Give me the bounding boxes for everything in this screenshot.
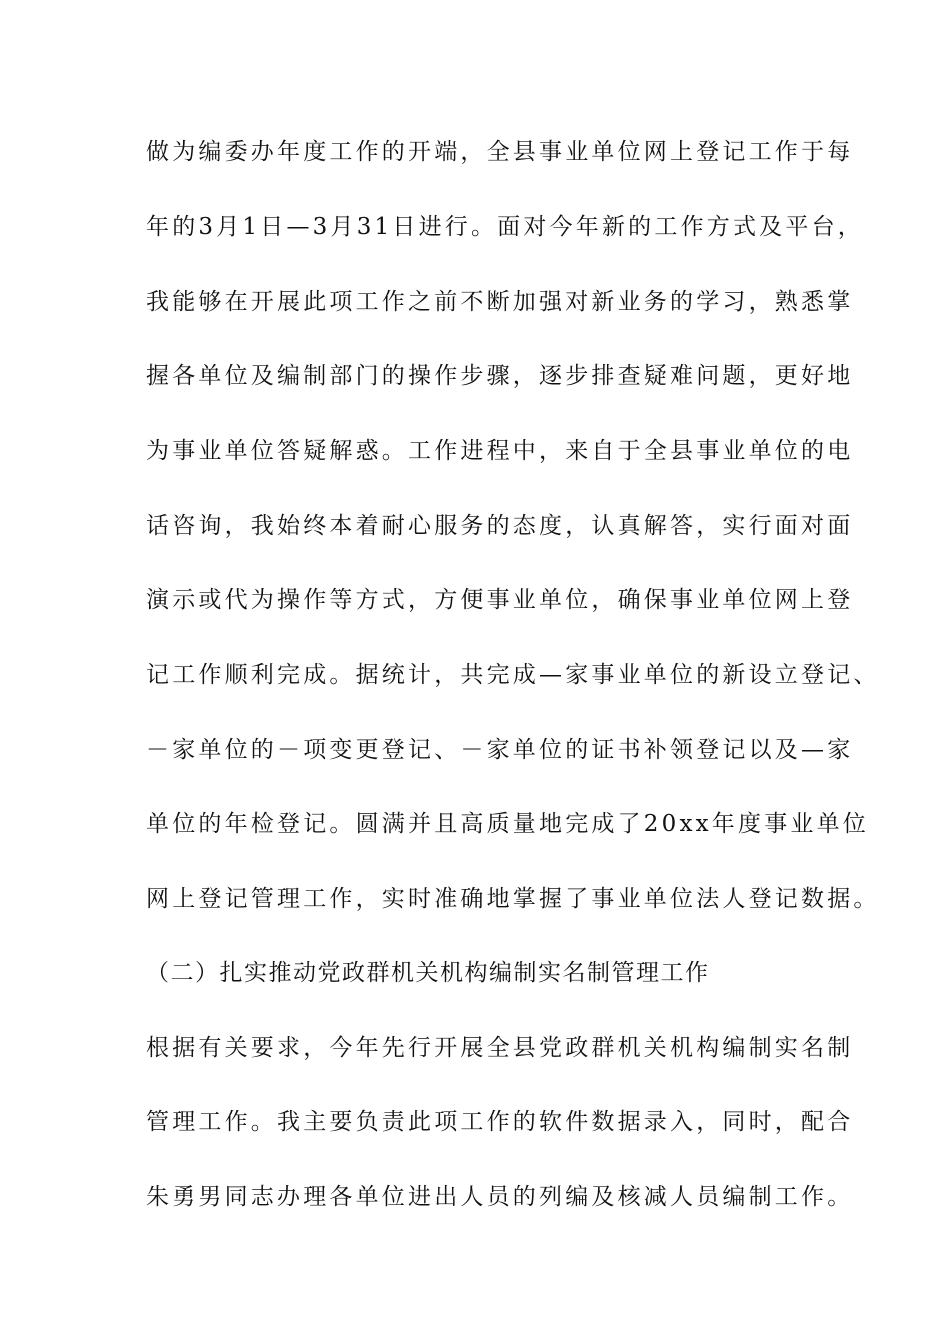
paragraph-line-10: 单位的年检登记。圆满并且高质量地完成了20xx年度事业单位 <box>146 811 870 837</box>
paragraph-line-8: 记工作顺利完成。据统计，共完成—家事业单位的新设立登记、 <box>146 662 880 688</box>
paragraph-line-1: 做为编委办年度工作的开端，全县事业单位网上登记工作于每 <box>146 139 854 165</box>
paragraph-line-7: 演示或代为操作等方式，方便事业单位，确保事业单位网上登 <box>146 587 854 613</box>
paragraph-line-9: －家单位的－项变更登记、－家单位的证书补领登记以及—家 <box>146 737 854 763</box>
section-heading: （二）扎实推动党政群机关机构编制实名制管理工作 <box>146 960 710 986</box>
paragraph-line-2: 年的3月1日—3月31日进行。面对今年新的工作方式及平台， <box>146 214 864 240</box>
paragraph-line-5: 为事业单位答疑解惑。工作进程中，来自于全县事业单位的电 <box>146 438 854 464</box>
paragraph-line-4: 握各单位及编制部门的操作步骤，逐步排查疑难问题，更好地 <box>146 363 854 389</box>
paragraph2-line-2: 管理工作。我主要负责此项工作的软件数据录入，同时，配合 <box>146 1109 854 1135</box>
paragraph2-line-3: 朱勇男同志办理各单位进出人员的列编及核减人员编制工作。 <box>146 1184 854 1210</box>
paragraph2-line-1: 根据有关要求，今年先行开展全县党政群机关机构编制实名制 <box>146 1035 854 1061</box>
paragraph-line-11: 网上登记管理工作，实时准确地掌握了事业单位法人登记数据。 <box>146 886 880 912</box>
paragraph-line-6: 话咨询，我始终本着耐心服务的态度，认真解答，实行面对面 <box>146 513 854 539</box>
paragraph-line-3: 我能够在开展此项工作之前不断加强对新业务的学习，熟悉掌 <box>146 289 854 315</box>
